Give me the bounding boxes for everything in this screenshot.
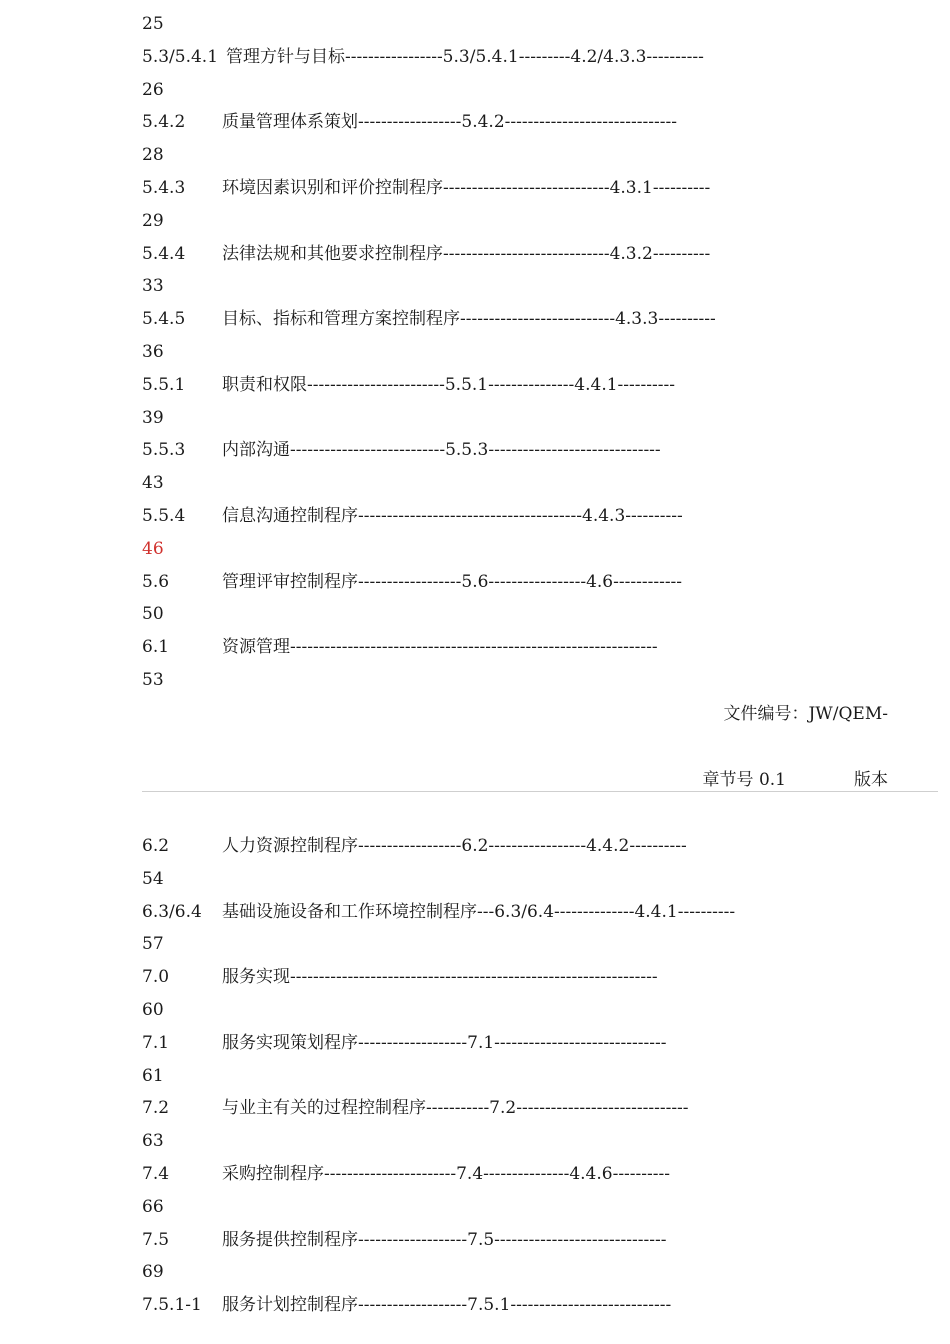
page-number-value: 28 <box>142 145 164 166</box>
toc-entry <box>142 176 888 200</box>
section-code: 5.5.4 <box>142 506 186 526</box>
toc-entry <box>142 1228 888 1252</box>
leader-and-refs: ------------------5.4.2------------------------------ <box>358 112 677 133</box>
toc-entry <box>142 307 888 331</box>
page-number-value: 69 <box>142 1262 164 1283</box>
toc-entry <box>142 1162 888 1186</box>
section-code: 5.4.3 <box>142 178 186 198</box>
leader-and-refs: -------------------7.5------------------------------ <box>358 1229 667 1250</box>
page-number <box>142 932 888 956</box>
page-number <box>142 209 888 233</box>
page-number <box>142 1064 888 1088</box>
toc-entry <box>142 1096 888 1120</box>
page-number-value: 33 <box>142 276 164 297</box>
page-number-value: 60 <box>142 1000 164 1020</box>
section-code: 7.2 <box>142 1098 170 1119</box>
page-number <box>142 143 888 167</box>
doc-header-line-2 <box>142 735 888 759</box>
toc-entry <box>142 438 888 462</box>
section-code: 5.4.5 <box>142 309 186 330</box>
page-number <box>142 1195 888 1219</box>
section-title: 服务提供控制程序 <box>222 1229 358 1250</box>
section-code: 5.3/5.4.1 <box>142 46 219 67</box>
leader-and-refs: -------------------7.1------------------------------ <box>358 1032 667 1053</box>
section-title: 资源管理 <box>222 637 290 658</box>
page-number <box>142 274 888 298</box>
section-title: 职责和权限 <box>222 374 307 395</box>
toc-entry <box>142 570 888 594</box>
leader-and-refs: ---------------------------------------4.4.3---------- <box>358 506 683 526</box>
leader-and-refs: ------------------5.6-----------------4.6------------ <box>358 571 683 592</box>
leader-and-refs: -----------------------7.4---------------4.4.6---------- <box>324 1164 671 1184</box>
page-number <box>142 1260 888 1284</box>
toc-entry <box>142 1293 888 1317</box>
section-code: 7.5.1-1 <box>142 1295 202 1316</box>
header-divider <box>142 791 938 792</box>
leader-and-refs: ------------------------5.5.1---------------4.4.1---------- <box>307 374 675 395</box>
leader-and-refs: ---------------------------4.3.3---------- <box>460 309 716 330</box>
section-code: 5.4.2 <box>142 112 186 133</box>
section-title: 管理方针与目标 <box>226 46 346 67</box>
toc-entry <box>142 45 888 69</box>
toc-entry <box>142 900 888 924</box>
section-code: 6.2 <box>142 836 170 856</box>
page-number-value: 46 <box>142 538 164 559</box>
page-number-value: 26 <box>142 79 164 100</box>
page-number <box>142 471 888 495</box>
page-number <box>142 340 888 364</box>
leader-and-refs: -----------------------------4.3.1---------- <box>443 178 711 198</box>
section-title: 采购控制程序 <box>222 1164 324 1184</box>
section-title: 目标、指标和管理方案控制程序 <box>222 309 460 330</box>
page-number-value: 36 <box>142 342 164 362</box>
doc-header-line-1 <box>142 702 888 726</box>
section-code: 5.4.4 <box>142 243 186 264</box>
section-code: 7.1 <box>142 1032 170 1053</box>
page-number-value: 57 <box>142 934 164 955</box>
section-code: 7.4 <box>142 1164 170 1184</box>
doc-header-line-4 <box>142 801 888 825</box>
leader-and-refs: ---------------------------------------------------------------- <box>290 637 658 658</box>
section-title: 内部沟通 <box>222 440 290 461</box>
chapter-and-version: 章节号 0.1 版本 <box>702 770 888 790</box>
doc-header-line-3 <box>142 768 888 792</box>
toc-entry <box>142 504 888 528</box>
section-code: 5.5.1 <box>142 374 186 395</box>
document-number: 文件编号：JW/QEM- <box>723 704 888 724</box>
section-title: 管理评审控制程序 <box>222 571 358 592</box>
section-code: 5.6 <box>142 571 170 592</box>
section-code: 7.0 <box>142 967 170 988</box>
section-title: 环境因素识别和评价控制程序 <box>222 178 443 198</box>
page-number-value: 25 <box>142 14 164 34</box>
toc-entry <box>142 373 888 397</box>
page-number <box>142 602 888 626</box>
page-number-value: 53 <box>142 670 164 690</box>
section-title: 法律法规和其他要求控制程序 <box>222 243 443 264</box>
page-number-value: 63 <box>142 1131 164 1152</box>
toc-entry <box>142 242 888 266</box>
page-number-value: 43 <box>142 473 164 494</box>
page-number-value: 66 <box>142 1196 164 1217</box>
leader-and-refs: -----------------------------4.3.2---------- <box>443 243 711 264</box>
page-number <box>142 1129 888 1153</box>
page-number <box>142 78 888 102</box>
leader-and-refs: -----------7.2------------------------------ <box>426 1098 689 1119</box>
leader-and-refs: ------------------6.2-----------------4.4.2---------- <box>358 836 687 856</box>
toc-entry <box>142 834 888 858</box>
section-title: 服务实现策划程序 <box>222 1032 358 1053</box>
leader-and-refs: ---------------------------------------------------------------- <box>290 967 658 988</box>
page-number <box>142 998 888 1022</box>
page-number <box>142 406 888 430</box>
toc-entry <box>142 635 888 659</box>
leader-and-refs: ---6.3/6.4--------------4.4.1---------- <box>477 901 736 922</box>
section-title: 与业主有关的过程控制程序 <box>222 1098 426 1119</box>
section-code: 5.5.3 <box>142 440 186 461</box>
section-title: 质量管理体系策划 <box>222 112 358 133</box>
page-number-value: 54 <box>142 868 164 889</box>
page-number-value: 61 <box>142 1065 164 1086</box>
section-code: 6.1 <box>142 637 170 658</box>
section-title: 服务实现 <box>222 967 290 988</box>
section-title: 服务计划控制程序 <box>222 1295 358 1316</box>
toc-entry <box>142 965 888 989</box>
section-title: 人力资源控制程序 <box>222 836 358 856</box>
page-number <box>142 12 888 36</box>
toc-entry <box>142 1031 888 1055</box>
leader-and-refs: -----------------5.3/5.4.1---------4.2/4.3.3---------- <box>345 46 704 67</box>
page-number <box>142 867 888 891</box>
leader-and-refs: ---------------------------5.5.3------------------------------ <box>290 440 661 461</box>
section-title: 信息沟通控制程序 <box>222 506 358 526</box>
toc-entry <box>142 110 888 134</box>
page-number <box>142 537 888 561</box>
section-title: 基础设施设备和工作环境控制程序 <box>222 901 477 922</box>
page-number-value: 29 <box>142 210 164 231</box>
page-number-value: 39 <box>142 407 164 428</box>
page-number-value: 50 <box>142 604 164 625</box>
leader-and-refs: -------------------7.5.1---------------------------- <box>358 1295 672 1316</box>
section-code: 7.5 <box>142 1229 170 1250</box>
section-code: 6.3/6.4 <box>142 901 202 922</box>
page-number <box>142 668 888 692</box>
